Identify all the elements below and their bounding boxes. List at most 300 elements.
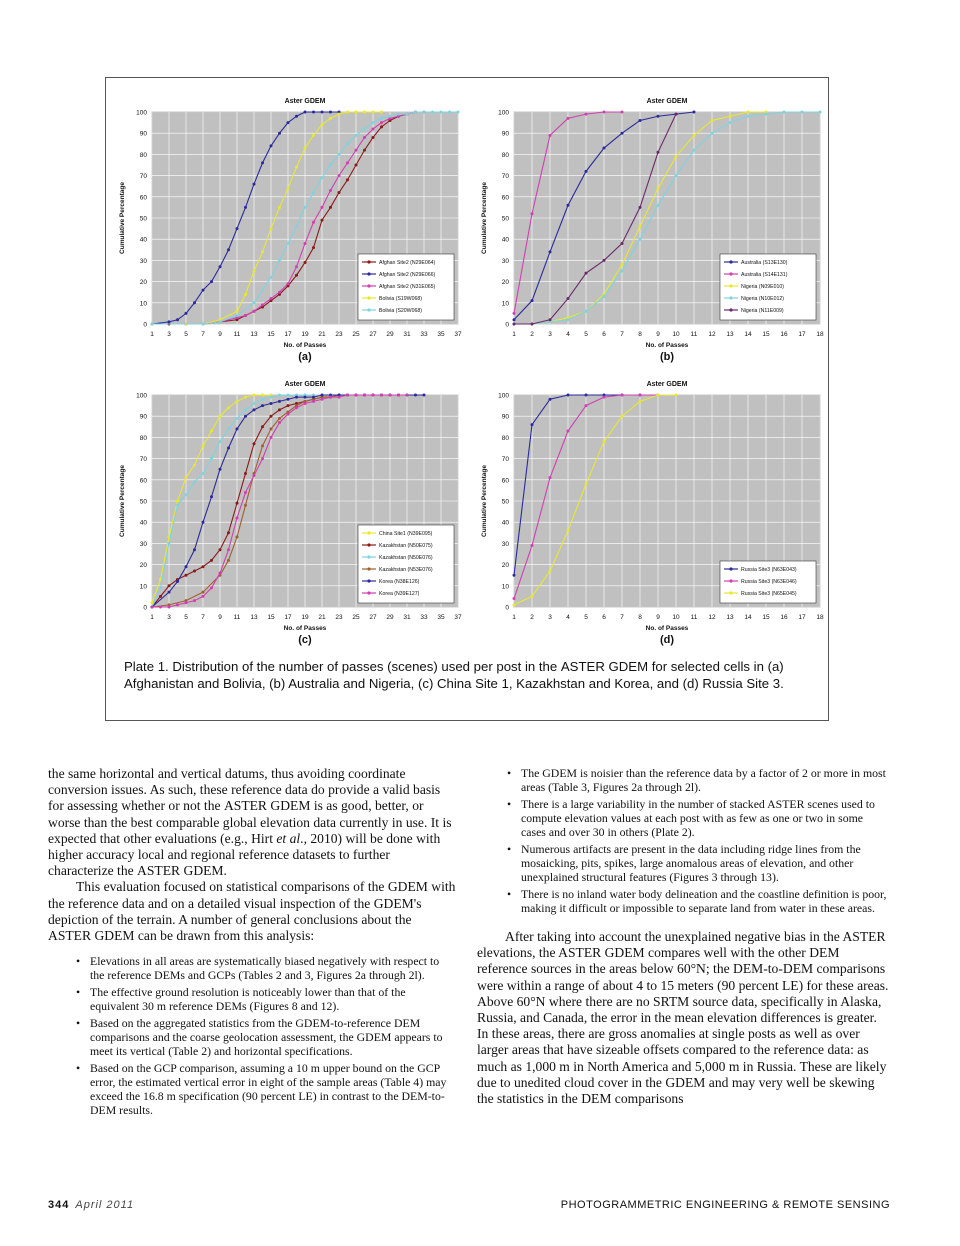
y-tick-label: 0	[505, 604, 509, 612]
data-point	[278, 417, 281, 420]
x-tick-label: 3	[167, 614, 171, 621]
issue-date: April 2011	[75, 1199, 135, 1211]
x-tick-label: 29	[386, 331, 394, 338]
data-point	[549, 134, 552, 137]
y-tick-label: 50	[501, 498, 509, 506]
x-tick-label: 7	[620, 614, 624, 621]
y-tick-label: 0	[143, 604, 147, 612]
legend-label: Kazakhstan (N50E076)	[379, 555, 433, 561]
chart-panel-d	[481, 381, 824, 646]
x-tick-label: 37	[454, 331, 462, 338]
x-tick-label: 5	[584, 331, 588, 338]
chart-title: Aster GDEM	[646, 381, 688, 388]
data-point	[346, 142, 349, 145]
data-point	[159, 595, 162, 598]
x-tick-label: 31	[403, 331, 411, 338]
data-point	[244, 293, 247, 296]
data-point	[236, 310, 239, 313]
page-number: 344	[48, 1199, 70, 1211]
data-point	[414, 111, 417, 114]
x-tick-label: 8	[638, 331, 642, 338]
data-point	[261, 444, 264, 447]
data-point	[236, 227, 239, 230]
right-column	[477, 766, 889, 1107]
data-point	[363, 394, 366, 397]
legend-label: Afghan Site2 (N29E064)	[379, 260, 436, 266]
data-point	[244, 408, 247, 411]
data-point	[210, 586, 213, 589]
data-point	[176, 500, 179, 503]
y-tick-label: 30	[501, 257, 509, 265]
data-point	[219, 548, 222, 551]
legend-marker	[367, 308, 370, 311]
data-point	[675, 113, 678, 116]
plate-figure	[105, 77, 829, 721]
data-point	[657, 204, 660, 207]
x-tick-label: 18	[816, 331, 824, 338]
data-point	[585, 404, 588, 407]
list-item: • The GDEM is noisier than the reference data by a factor of 2 or more in most areas (Table 3, Figures 2a through 2l).	[521, 766, 889, 794]
data-point	[236, 516, 239, 519]
data-point	[389, 115, 392, 118]
data-point	[380, 117, 383, 120]
x-tick-label: 37	[454, 614, 462, 621]
y-tick-label: 70	[139, 456, 147, 464]
data-point	[227, 248, 230, 251]
x-tick-label: 8	[638, 614, 642, 621]
data-point	[244, 314, 247, 317]
data-point	[244, 491, 247, 494]
x-tick-label: 33	[420, 331, 428, 338]
y-tick-label: 80	[501, 151, 509, 159]
x-tick-label: 29	[386, 614, 394, 621]
data-point	[549, 476, 552, 479]
data-point	[363, 127, 366, 130]
data-point	[355, 111, 358, 114]
legend-marker	[367, 296, 370, 299]
y-tick-label: 30	[139, 540, 147, 548]
data-point	[675, 174, 678, 177]
y-tick-label: 0	[505, 321, 509, 329]
left-bullet-list	[90, 954, 456, 1117]
list-item: • There is a large variability in the number of stacked ASTER scenes used to compute elevation values at each post with as few as one or two in some cases and over 30 in others (Plate 2).	[521, 797, 889, 839]
data-point	[168, 606, 171, 609]
y-tick-label: 80	[139, 434, 147, 442]
data-point	[236, 427, 239, 430]
data-point	[406, 394, 409, 397]
x-tick-label: 17	[284, 331, 292, 338]
x-tick-label: 21	[318, 614, 326, 621]
x-tick-label: 12	[708, 331, 716, 338]
data-point	[711, 132, 714, 135]
data-point	[639, 206, 642, 209]
legend-marker	[729, 591, 732, 594]
data-point	[270, 436, 273, 439]
data-point	[603, 147, 606, 150]
data-point	[380, 394, 383, 397]
data-point	[363, 111, 366, 114]
data-point	[639, 225, 642, 228]
data-point	[567, 430, 570, 433]
x-tick-label: 2	[530, 331, 534, 338]
data-point	[270, 396, 273, 399]
y-tick-label: 90	[501, 413, 509, 421]
data-point	[338, 174, 341, 177]
data-point	[244, 415, 247, 418]
data-point	[219, 320, 222, 323]
data-point	[657, 151, 660, 154]
x-tick-label: 3	[548, 614, 552, 621]
y-tick-label: 20	[501, 562, 509, 570]
x-tick-label: 23	[335, 331, 343, 338]
legend-marker	[729, 308, 732, 311]
data-point	[603, 440, 606, 443]
data-point	[621, 415, 624, 418]
data-point	[783, 111, 786, 114]
x-tick-label: 18	[816, 614, 824, 621]
data-point	[244, 396, 247, 399]
legend-label: Kazakhstan (N50E075)	[379, 543, 433, 549]
y-tick-label: 90	[139, 130, 147, 138]
data-point	[531, 544, 534, 547]
data-point	[819, 111, 822, 114]
data-point	[363, 136, 366, 139]
data-point	[321, 176, 324, 179]
data-point	[253, 408, 256, 411]
data-point	[338, 191, 341, 194]
data-point	[193, 463, 196, 466]
data-point	[202, 591, 205, 594]
right-bullet-list	[521, 766, 889, 915]
x-tick-label: 13	[250, 614, 258, 621]
x-tick-label: 6	[602, 614, 606, 621]
data-point	[549, 318, 552, 321]
x-tick-label: 14	[744, 614, 752, 621]
data-point	[270, 297, 273, 300]
data-point	[159, 586, 162, 589]
legend-marker	[367, 579, 370, 582]
data-point	[261, 425, 264, 428]
data-point	[176, 504, 179, 507]
x-tick-label: 2	[530, 614, 534, 621]
y-tick-label: 30	[139, 257, 147, 265]
data-point	[210, 457, 213, 460]
chart-panel-b	[481, 98, 824, 363]
x-axis-label: No. of Passes	[645, 342, 689, 349]
legend-marker	[367, 567, 370, 570]
x-tick-label: 1	[512, 331, 516, 338]
journal-name: PHOTOGRAMMETRIC ENGINEERING & REMOTE SENSING	[560, 1199, 890, 1211]
x-tick-label: 11	[233, 614, 241, 621]
x-tick-label: 6	[602, 331, 606, 338]
chart-title: Aster GDEM	[284, 98, 326, 105]
data-point	[227, 559, 230, 562]
x-tick-label: 15	[762, 614, 770, 621]
x-tick-label: 7	[620, 331, 624, 338]
data-point	[747, 115, 750, 118]
legend-label: Afghan Site2 (N31E065)	[379, 284, 436, 290]
legend-marker	[367, 591, 370, 594]
x-tick-label: 16	[780, 331, 788, 338]
data-point	[304, 147, 307, 150]
page-footer-left	[48, 1199, 134, 1211]
plate-charts	[106, 78, 830, 653]
data-point	[270, 415, 273, 418]
x-tick-label: 14	[744, 331, 752, 338]
data-point	[621, 263, 624, 266]
chart-panel-a	[119, 98, 462, 363]
legend-marker	[367, 284, 370, 287]
data-point	[567, 394, 570, 397]
data-point	[253, 310, 256, 313]
panel-label: (d)	[659, 634, 675, 646]
plate-caption	[124, 659, 814, 692]
data-point	[278, 421, 281, 424]
data-point	[346, 178, 349, 181]
legend-marker	[729, 296, 732, 299]
data-point	[567, 204, 570, 207]
data-point	[227, 427, 230, 430]
data-point	[657, 115, 660, 118]
y-tick-label: 40	[501, 519, 509, 527]
data-point	[168, 591, 171, 594]
data-point	[227, 531, 230, 534]
legend-label: Nigeria (N09E010)	[741, 284, 784, 290]
y-tick-label: 40	[139, 236, 147, 244]
data-point	[513, 323, 516, 326]
data-point	[193, 480, 196, 483]
data-point	[278, 394, 281, 397]
data-point	[621, 111, 624, 114]
x-tick-label: 1	[150, 614, 154, 621]
x-tick-label: 33	[420, 614, 428, 621]
data-point	[253, 270, 256, 273]
y-tick-label: 20	[139, 562, 147, 570]
x-tick-label: 5	[184, 331, 188, 338]
legend-label: Australia (S13E130)	[741, 260, 788, 266]
data-point	[176, 580, 179, 583]
data-point	[151, 606, 154, 609]
data-point	[329, 396, 332, 399]
data-point	[457, 111, 460, 114]
x-axis-label: No. of Passes	[645, 625, 689, 632]
data-point	[603, 259, 606, 262]
data-point	[210, 559, 213, 562]
legend-marker	[729, 260, 732, 263]
y-tick-label: 20	[139, 279, 147, 287]
data-point	[603, 295, 606, 298]
data-point	[711, 119, 714, 122]
data-point	[397, 394, 400, 397]
x-tick-label: 13	[250, 331, 258, 338]
panel-label: (c)	[298, 634, 312, 646]
data-point	[202, 521, 205, 524]
caption-lead: Plate 1. Distribution of the number of passes (scenes) used per post in the	[124, 659, 561, 674]
x-tick-label: 23	[335, 614, 343, 621]
data-point	[287, 242, 290, 245]
data-point	[346, 394, 349, 397]
data-point	[639, 238, 642, 241]
x-axis-label: No. of Passes	[283, 342, 327, 349]
data-point	[219, 265, 222, 268]
data-point	[168, 584, 171, 587]
data-point	[210, 430, 213, 433]
list-item: • Elevations in all areas are systematically biased negatively with respect to the reference DEMs and GCPs (Tables 2 and 3, Figures 2a through 2l).	[90, 954, 456, 982]
legend-label: Nigeria (N10E012)	[741, 296, 784, 302]
y-tick-label: 10	[501, 583, 509, 591]
y-tick-label: 20	[501, 279, 509, 287]
data-point	[423, 111, 426, 114]
x-tick-label: 9	[656, 331, 660, 338]
data-point	[397, 113, 400, 116]
data-point	[253, 394, 256, 397]
data-point	[657, 394, 660, 397]
x-tick-label: 31	[403, 614, 411, 621]
legend-label: Australia (S14E131)	[741, 272, 788, 278]
data-point	[193, 301, 196, 304]
data-point	[321, 398, 324, 401]
data-point	[423, 394, 426, 397]
data-point	[304, 396, 307, 399]
data-point	[261, 303, 264, 306]
legend-marker	[729, 579, 732, 582]
data-point	[431, 111, 434, 114]
data-point	[176, 318, 179, 321]
data-point	[295, 115, 298, 118]
data-point	[253, 474, 256, 477]
y-tick-label: 50	[501, 215, 509, 223]
x-tick-label: 10	[672, 331, 680, 338]
data-point	[329, 189, 332, 192]
data-point	[549, 569, 552, 572]
legend-marker	[729, 284, 732, 287]
data-point	[329, 206, 332, 209]
data-point	[219, 415, 222, 418]
data-point	[346, 111, 349, 114]
data-point	[253, 183, 256, 186]
data-point	[236, 536, 239, 539]
x-tick-label: 21	[318, 331, 326, 338]
data-point	[380, 125, 383, 128]
data-point	[372, 136, 375, 139]
data-point	[278, 206, 281, 209]
legend-label: Korea (N38E126)	[379, 579, 420, 585]
legend-marker	[729, 567, 732, 570]
data-point	[372, 127, 375, 130]
y-tick-label: 90	[501, 130, 509, 138]
data-point	[585, 272, 588, 275]
data-point	[657, 187, 660, 190]
data-point	[193, 569, 196, 572]
chart-panel-c	[119, 381, 462, 646]
y-tick-label: 70	[501, 173, 509, 181]
data-point	[321, 219, 324, 222]
x-tick-label: 7	[201, 331, 205, 338]
data-point	[585, 394, 588, 397]
data-point	[621, 270, 624, 273]
data-point	[329, 164, 332, 167]
x-tick-label: 7	[201, 614, 205, 621]
x-tick-label: 27	[369, 614, 377, 621]
x-tick-label: 16	[780, 614, 788, 621]
x-tick-label: 12	[708, 614, 716, 621]
data-point	[312, 396, 315, 399]
data-point	[380, 111, 383, 114]
y-tick-label: 50	[139, 215, 147, 223]
data-point	[603, 396, 606, 399]
data-point	[639, 394, 642, 397]
data-point	[389, 394, 392, 397]
data-point	[585, 170, 588, 173]
data-point	[295, 166, 298, 169]
x-tick-label: 13	[726, 614, 734, 621]
data-point	[693, 111, 696, 114]
data-point	[321, 123, 324, 126]
data-point	[304, 402, 307, 405]
y-tick-label: 80	[501, 434, 509, 442]
data-point	[567, 529, 570, 532]
x-tick-label: 13	[726, 331, 734, 338]
data-point	[312, 111, 315, 114]
data-point	[287, 398, 290, 401]
data-point	[531, 323, 534, 326]
left-paragraph-2: This evaluation focused on statistical comparisons of the GDEM with the reference data and on a detailed visual inspection of the GDEM's depiction of the terrain. A number of general conclusions about the ASTER GDEM can be drawn from this analysis:	[48, 879, 456, 944]
x-tick-label: 4	[566, 614, 570, 621]
data-point	[585, 113, 588, 116]
y-tick-label: 100	[498, 109, 509, 117]
y-tick-label: 10	[139, 300, 147, 308]
x-tick-label: 35	[437, 331, 445, 338]
data-point	[312, 400, 315, 403]
data-point	[406, 113, 409, 116]
y-tick-label: 60	[139, 477, 147, 485]
data-point	[312, 221, 315, 224]
x-tick-label: 11	[690, 331, 698, 338]
data-point	[513, 603, 516, 606]
legend-label: Russia Site3 (N63E046)	[741, 579, 797, 585]
data-point	[531, 299, 534, 302]
data-point	[261, 394, 264, 397]
data-point	[338, 113, 341, 116]
data-point	[270, 427, 273, 430]
data-point	[380, 121, 383, 124]
data-point	[675, 155, 678, 158]
data-point	[346, 161, 349, 164]
x-tick-label: 17	[798, 331, 806, 338]
data-point	[253, 301, 256, 304]
x-tick-label: 5	[184, 614, 188, 621]
data-point	[312, 191, 315, 194]
x-tick-label: 11	[233, 331, 241, 338]
y-tick-label: 100	[136, 109, 147, 117]
data-point	[287, 121, 290, 124]
data-point	[372, 121, 375, 124]
x-axis-label: No. of Passes	[283, 625, 327, 632]
y-tick-label: 40	[139, 519, 147, 527]
data-point	[513, 597, 516, 600]
data-point	[227, 548, 230, 551]
data-point	[549, 250, 552, 253]
data-point	[639, 119, 642, 122]
data-point	[261, 457, 264, 460]
data-point	[270, 276, 273, 279]
y-tick-label: 0	[143, 321, 147, 329]
data-point	[312, 134, 315, 137]
data-point	[414, 394, 417, 397]
data-point	[338, 153, 341, 156]
x-tick-label: 15	[267, 614, 275, 621]
data-point	[513, 312, 516, 315]
